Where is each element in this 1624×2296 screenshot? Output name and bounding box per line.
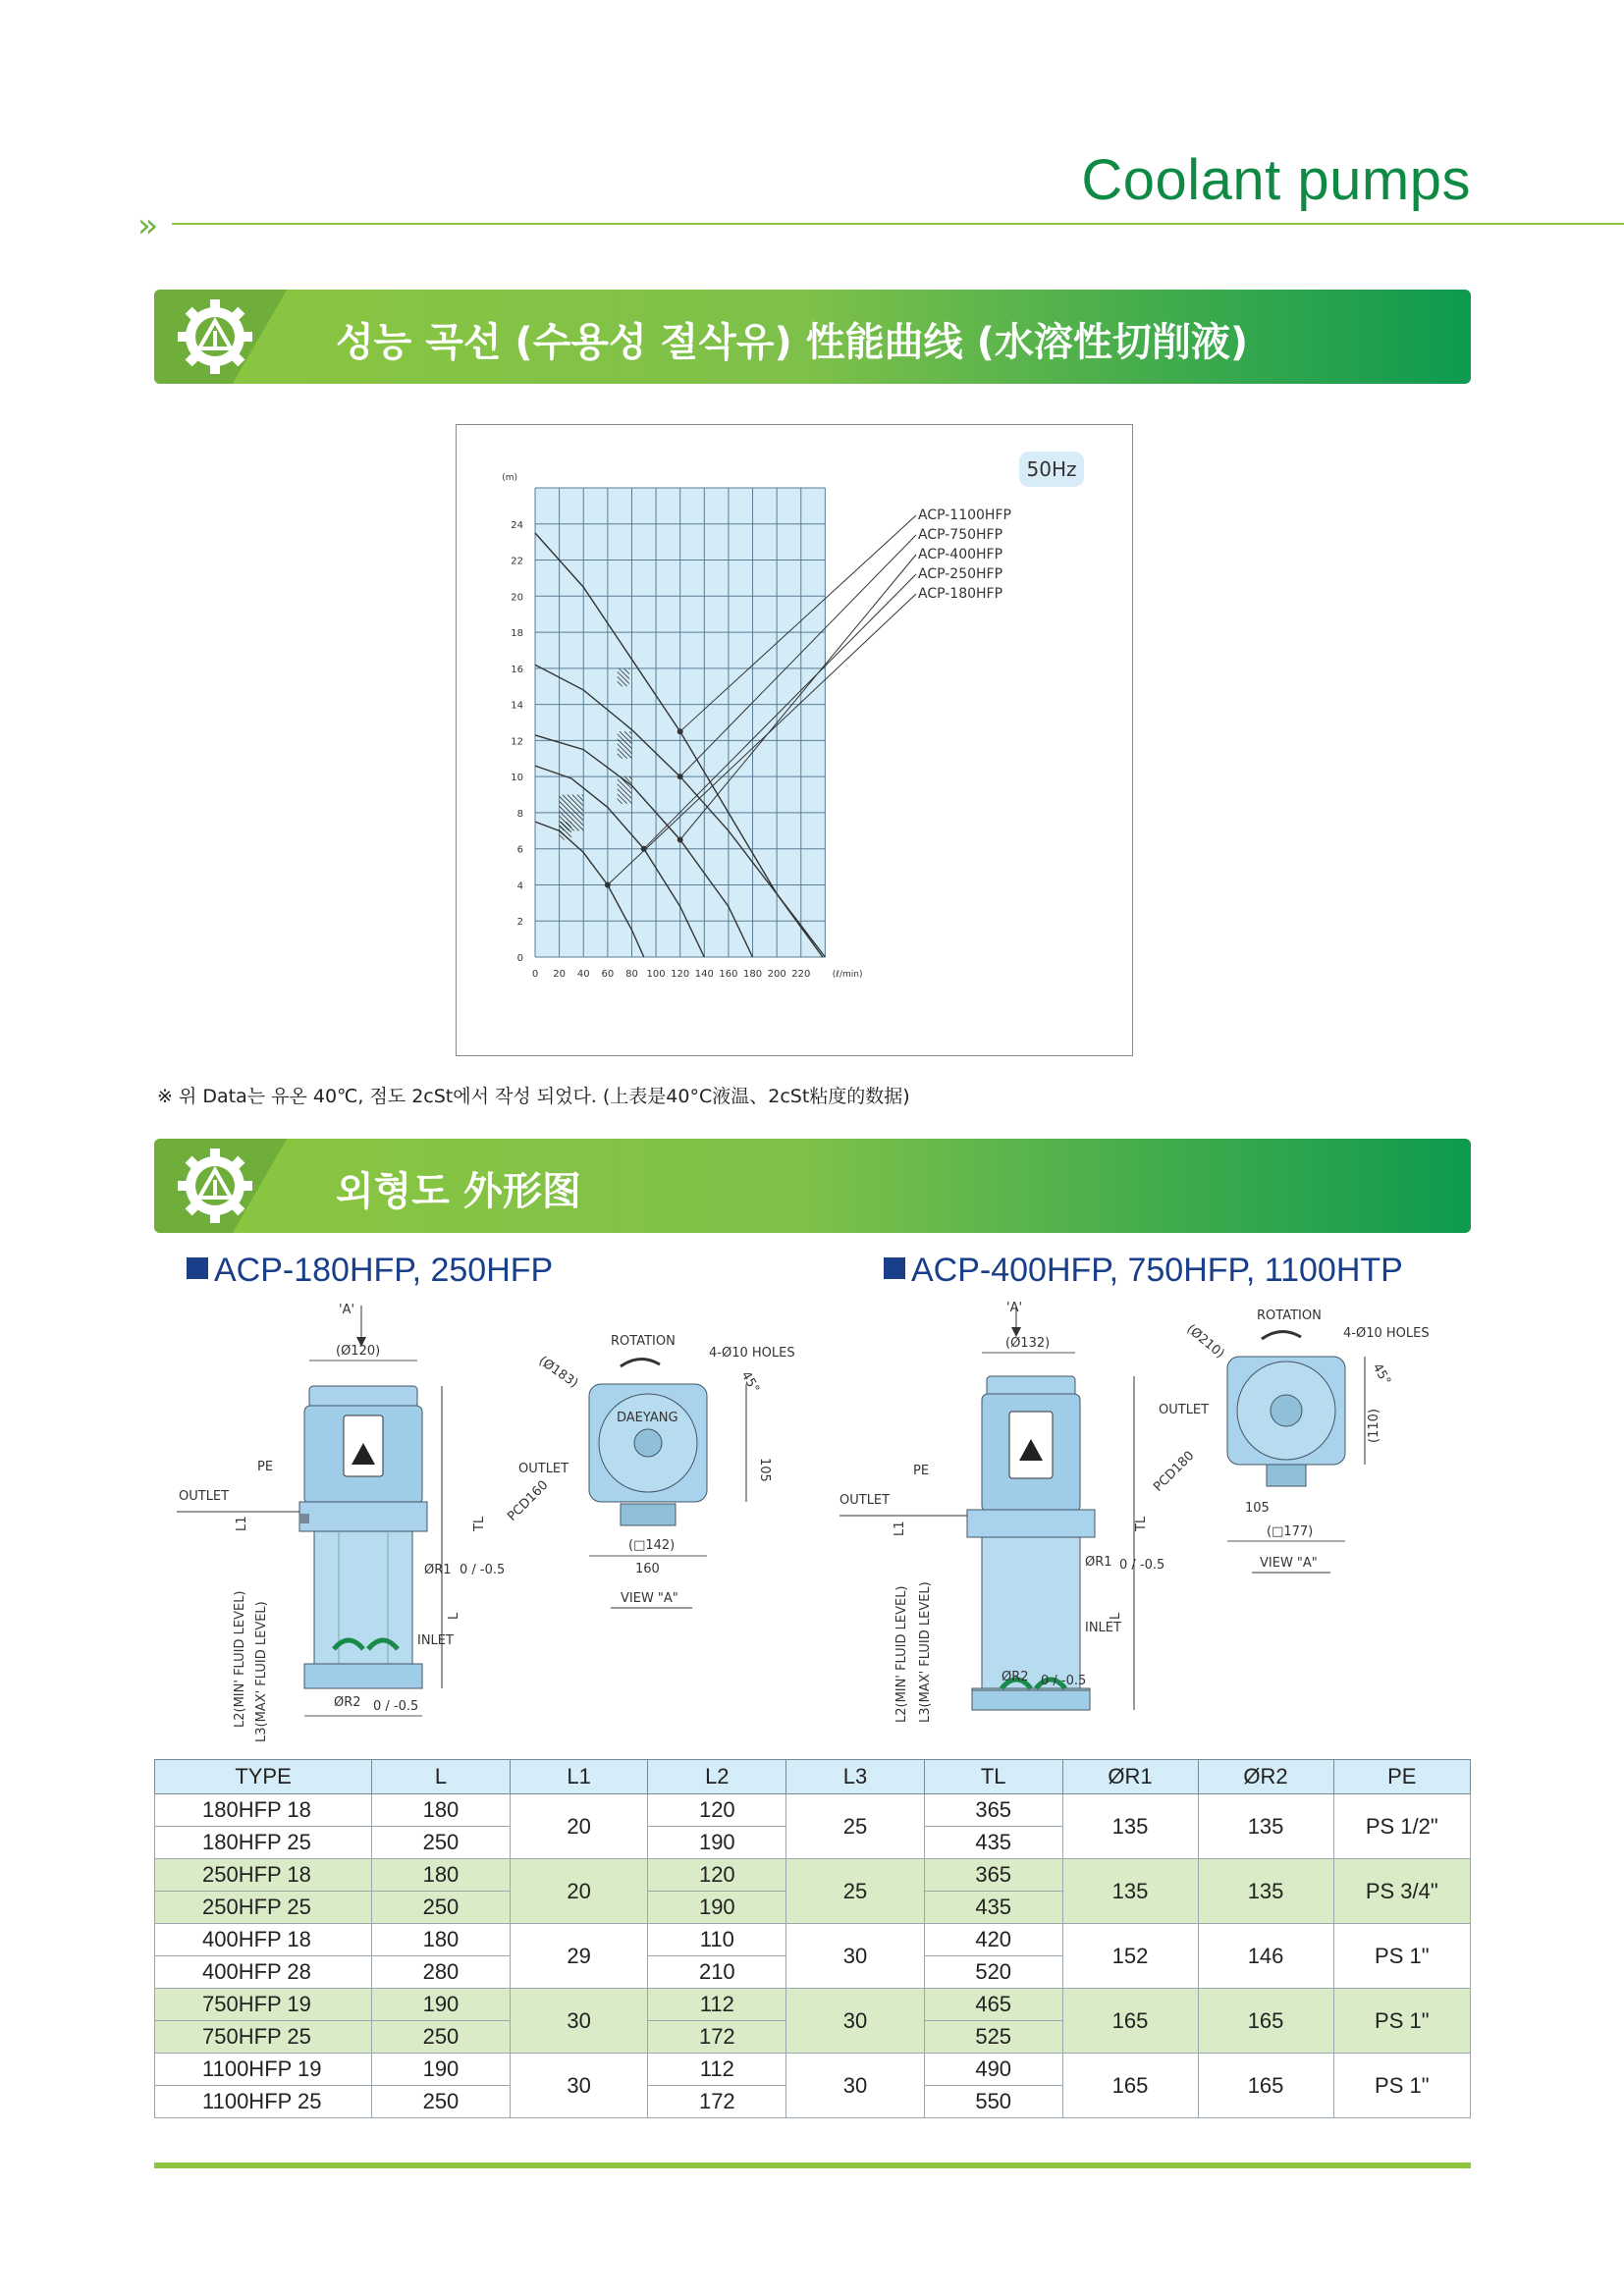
col-type: TYPE: [155, 1760, 372, 1794]
r1-tol: 0 / -0.5: [460, 1563, 506, 1577]
table-cell: 120: [648, 1794, 786, 1827]
leader-arrow: [677, 774, 683, 779]
table-cell: 250: [372, 1892, 511, 1924]
top-divider: [172, 223, 1624, 225]
outlet-label: OUTLET: [839, 1493, 891, 1508]
gear-logo-icon: [174, 1145, 256, 1227]
view-outlet-label: OUTLET: [518, 1462, 569, 1476]
bottom-divider: [154, 2163, 1471, 2168]
l2-label: L2(MIN' FLUID LEVEL): [233, 1590, 247, 1728]
tl-label: TL: [1134, 1516, 1149, 1531]
rotation-arrow-icon: [621, 1359, 660, 1366]
table-cell: 180: [372, 1924, 511, 1956]
pump-flange: [299, 1502, 427, 1531]
table-cell: 152: [1062, 1924, 1198, 1989]
table-cell: 180: [372, 1794, 511, 1827]
rotation-label: ROTATION: [611, 1334, 676, 1349]
table-row: [155, 1924, 1471, 1956]
table-header-row: [155, 1760, 1471, 1794]
table-cell: 112: [648, 2054, 786, 2086]
x-tick-label: 200: [767, 969, 786, 980]
table-cell: PS 1": [1333, 2054, 1470, 2118]
col-l3: L3: [786, 1760, 925, 1794]
table-cell: 112: [648, 1989, 786, 2021]
table-cell: 250HFP 25: [155, 1892, 372, 1924]
x-tick-label: 120: [671, 969, 690, 980]
performance-chart: [457, 425, 1132, 1055]
table-row: [155, 1989, 1471, 2021]
table-cell: 435: [924, 1892, 1062, 1924]
series-label: ACP-750HFP: [918, 527, 1003, 543]
table-row: [155, 1794, 1471, 1827]
table-cell: 180: [372, 1859, 511, 1892]
table-cell: 365: [924, 1859, 1062, 1892]
inlet-label: INLET: [417, 1633, 454, 1648]
table-cell: 750HFP 19: [155, 1989, 372, 2021]
table-cell: 750HFP 25: [155, 2021, 372, 2054]
y-tick-label: 0: [516, 953, 523, 964]
y-tick-label: 16: [511, 664, 523, 675]
series-label: ACP-400HFP: [918, 547, 1003, 562]
section-title-performance: 성능 곡선 (수용성 절삭유) 性能曲线 (水溶性切削液): [336, 320, 1249, 365]
l1-label: L1: [893, 1521, 907, 1536]
table-cell: 25: [786, 1794, 925, 1859]
spec-table-body: [155, 1794, 1471, 2118]
table-cell: 190: [648, 1892, 786, 1924]
table-cell: 1100HFP 19: [155, 2054, 372, 2086]
table-cell: 210: [648, 1956, 786, 1989]
x-tick-label: 100: [646, 969, 666, 980]
series-label: ACP-180HFP: [918, 586, 1003, 602]
drawing-title-right-text: ACP-400HFP, 750HFP, 1100HTP: [911, 1252, 1403, 1289]
table-cell: 365: [924, 1794, 1062, 1827]
table-cell: 250: [372, 1827, 511, 1859]
dia-top-label: (Ø132): [1005, 1336, 1051, 1351]
view-a-label: 'A': [1006, 1301, 1023, 1315]
table-cell: 490: [924, 2054, 1062, 2086]
tl-label: TL: [472, 1516, 487, 1531]
pe-label: PE: [257, 1460, 274, 1474]
width-label: 105: [1245, 1501, 1270, 1516]
y-tick-label: 20: [511, 592, 523, 604]
section-title-outline: 외형도 外形图: [336, 1169, 581, 1214]
table-cell: 30: [786, 1989, 925, 2054]
table-cell: 190: [372, 2054, 511, 2086]
x-tick-label: 220: [791, 969, 811, 980]
drawing-right: [835, 1296, 1473, 1747]
drawing-title-left-text: ACP-180HFP, 250HFP: [214, 1252, 554, 1289]
x-tick-label: 180: [742, 969, 763, 980]
table-cell: PS 1": [1333, 1989, 1470, 2054]
angle-label: 45°: [1369, 1361, 1394, 1388]
table-cell: 30: [786, 2054, 925, 2118]
l3-label: L3(MAX' FLUID LEVEL): [254, 1601, 269, 1742]
x-tick-label: 40: [576, 969, 590, 980]
view-a-label: 'A': [339, 1303, 355, 1317]
pcd-label: PCD160: [505, 1477, 552, 1524]
y-tick-label: 2: [516, 917, 523, 929]
angle-label: 45°: [737, 1368, 763, 1396]
table-cell: 135: [1198, 1859, 1333, 1924]
view-a-caption: VIEW "A": [1260, 1556, 1318, 1571]
table-cell: 420: [924, 1924, 1062, 1956]
view-a-caption: VIEW "A": [621, 1591, 678, 1606]
y-tick-label: 6: [516, 844, 523, 856]
x-tick-label: 60: [601, 969, 615, 980]
hatch-mark: [570, 822, 571, 823]
pump-base: [972, 1688, 1090, 1710]
chart-note: ※ 위 Data는 유온 40℃, 점도 2cSt에서 작성 되었다. (上表是40°C液温、2cSt粘度的数据): [157, 1086, 910, 1107]
table-cell: 165: [1198, 2054, 1333, 2118]
height-label: (110): [1367, 1409, 1381, 1443]
y-unit-label: (m): [502, 473, 517, 483]
performance-chart-frame: [456, 424, 1133, 1056]
y-tick-label: 12: [511, 736, 523, 748]
table-cell: 465: [924, 1989, 1062, 2021]
r1-label: ØR1: [424, 1563, 452, 1577]
col-pe: PE: [1333, 1760, 1470, 1794]
l-label: L: [447, 1612, 461, 1620]
chevron-icon: ››: [137, 206, 153, 245]
leader-arrow: [677, 728, 683, 734]
view-dia-label: (Ø183): [535, 1353, 581, 1392]
r2-tol: 0 / -0.5: [1041, 1674, 1087, 1688]
dia-top-label: (Ø120): [336, 1344, 381, 1359]
col-r2: ØR2: [1198, 1760, 1333, 1794]
x-tick-label: 80: [625, 969, 638, 980]
r1-label: ØR1: [1085, 1555, 1112, 1570]
view-dia-label: (Ø210): [1183, 1321, 1227, 1362]
square-bullet-icon: [884, 1257, 905, 1279]
view-outlet-label: OUTLET: [1159, 1403, 1210, 1417]
table-cell: PS 1": [1333, 1924, 1470, 1989]
height-label: 105: [757, 1458, 772, 1482]
square-label: (□142): [628, 1538, 676, 1553]
table-cell: 520: [924, 1956, 1062, 1989]
leader-arrow: [605, 881, 611, 887]
outlet-label: OUTLET: [179, 1489, 230, 1504]
table-cell: 110: [648, 1924, 786, 1956]
table-cell: 1100HFP 25: [155, 2086, 372, 2118]
hatch-mark: [628, 668, 629, 669]
table-cell: 180HFP 25: [155, 1827, 372, 1859]
col-l2: L2: [648, 1760, 786, 1794]
square-bullet-icon: [187, 1257, 208, 1279]
table-cell: 165: [1198, 1989, 1333, 2054]
table-cell: 525: [924, 2021, 1062, 2054]
l3-label: L3(MAX' FLUID LEVEL): [918, 1581, 933, 1723]
x-tick-label: 20: [553, 969, 566, 980]
table-cell: 165: [1062, 1989, 1198, 2054]
rotation-label: ROTATION: [1257, 1308, 1322, 1323]
gear-logo-icon: [174, 295, 256, 378]
x-tick-label: 0: [531, 969, 539, 980]
table-cell: 135: [1198, 1794, 1333, 1859]
x-tick-label: 140: [694, 969, 714, 980]
table-cell: 172: [648, 2086, 786, 2118]
y-tick-label: 14: [511, 700, 523, 712]
y-tick-label: 8: [516, 808, 523, 820]
table-cell: 25: [786, 1859, 925, 1924]
pump-flange: [967, 1510, 1095, 1537]
series-label: ACP-250HFP: [918, 566, 1003, 582]
drawing-left: [167, 1296, 854, 1747]
y-tick-label: 24: [511, 519, 523, 531]
view-a-port: [1267, 1465, 1306, 1486]
col-r1: ØR1: [1062, 1760, 1198, 1794]
table-cell: 20: [510, 1859, 648, 1924]
view-a-hub: [634, 1429, 662, 1457]
r2-tol: 0 / -0.5: [373, 1699, 419, 1714]
table-cell: 190: [648, 1827, 786, 1859]
brand-label: DAEYANG: [617, 1411, 678, 1425]
drawing-title-left: [187, 1252, 553, 1290]
table-cell: 135: [1062, 1859, 1198, 1924]
table-cell: 30: [510, 2054, 648, 2118]
page-title: Coolant pumps: [1081, 148, 1471, 212]
x-unit-label: (ℓ/min): [832, 970, 863, 980]
table-cell: PS 1/2": [1333, 1794, 1470, 1859]
l1-label: L1: [235, 1516, 249, 1531]
table-row: [155, 2054, 1471, 2086]
frequency-badge: 50Hz: [1019, 452, 1084, 487]
view-a-hub: [1271, 1395, 1302, 1426]
table-cell: 165: [1062, 2054, 1198, 2118]
r2-label: ØR2: [1001, 1670, 1029, 1684]
table-cell: 30: [510, 1989, 648, 2054]
leader-arrow: [677, 837, 683, 843]
r2-label: ØR2: [334, 1695, 361, 1710]
section-banner-performance: [154, 290, 1471, 384]
x-tick-label: 160: [719, 969, 738, 980]
l-label: L: [1109, 1612, 1123, 1620]
y-tick-label: 18: [511, 628, 523, 640]
table-cell: 435: [924, 1827, 1062, 1859]
table-cell: PS 3/4": [1333, 1859, 1470, 1924]
l2-label: L2(MIN' FLUID LEVEL): [894, 1585, 909, 1723]
rotation-arrow-icon: [1262, 1331, 1301, 1339]
drawing-title-right: [884, 1252, 1403, 1290]
table-cell: 250: [372, 2021, 511, 2054]
y-tick-label: 10: [511, 773, 523, 784]
y-tick-label: 4: [516, 881, 523, 892]
col-tl: TL: [924, 1760, 1062, 1794]
pump-base: [304, 1664, 422, 1688]
table-cell: 172: [648, 2021, 786, 2054]
pe-label: PE: [913, 1464, 930, 1478]
section-banner-outline: [154, 1139, 1471, 1233]
table-row: [155, 1859, 1471, 1892]
r1-tol: 0 / -0.5: [1119, 1558, 1165, 1573]
holes-label: 4-Ø10 HOLES: [709, 1346, 795, 1361]
table-cell: 400HFP 28: [155, 1956, 372, 1989]
table-cell: 146: [1198, 1924, 1333, 1989]
table-cell: 20: [510, 1794, 648, 1859]
y-tick-label: 22: [511, 556, 523, 567]
table-cell: 29: [510, 1924, 648, 1989]
col-l1: L1: [510, 1760, 648, 1794]
table-cell: 180HFP 18: [155, 1794, 372, 1827]
table-cell: 120: [648, 1859, 786, 1892]
table-cell: 400HFP 18: [155, 1924, 372, 1956]
col-l: L: [372, 1760, 511, 1794]
width-label: 160: [635, 1562, 660, 1576]
spec-table: [154, 1759, 1471, 2118]
outlet-port: [299, 1514, 309, 1523]
table-cell: 550: [924, 2086, 1062, 2118]
table-cell: 135: [1062, 1794, 1198, 1859]
view-a-port: [621, 1504, 676, 1525]
table-cell: 250: [372, 2086, 511, 2118]
table-cell: 250HFP 18: [155, 1859, 372, 1892]
table-cell: 280: [372, 1956, 511, 1989]
holes-label: 4-Ø10 HOLES: [1343, 1326, 1430, 1341]
table-cell: 190: [372, 1989, 511, 2021]
series-label: ACP-1100HFP: [918, 507, 1011, 523]
pcd-label: PCD180: [1151, 1448, 1198, 1495]
motor-cap: [309, 1386, 417, 1408]
square-label: (□177): [1267, 1524, 1314, 1539]
table-cell: 30: [786, 1924, 925, 1989]
inlet-label: INLET: [1085, 1621, 1121, 1635]
